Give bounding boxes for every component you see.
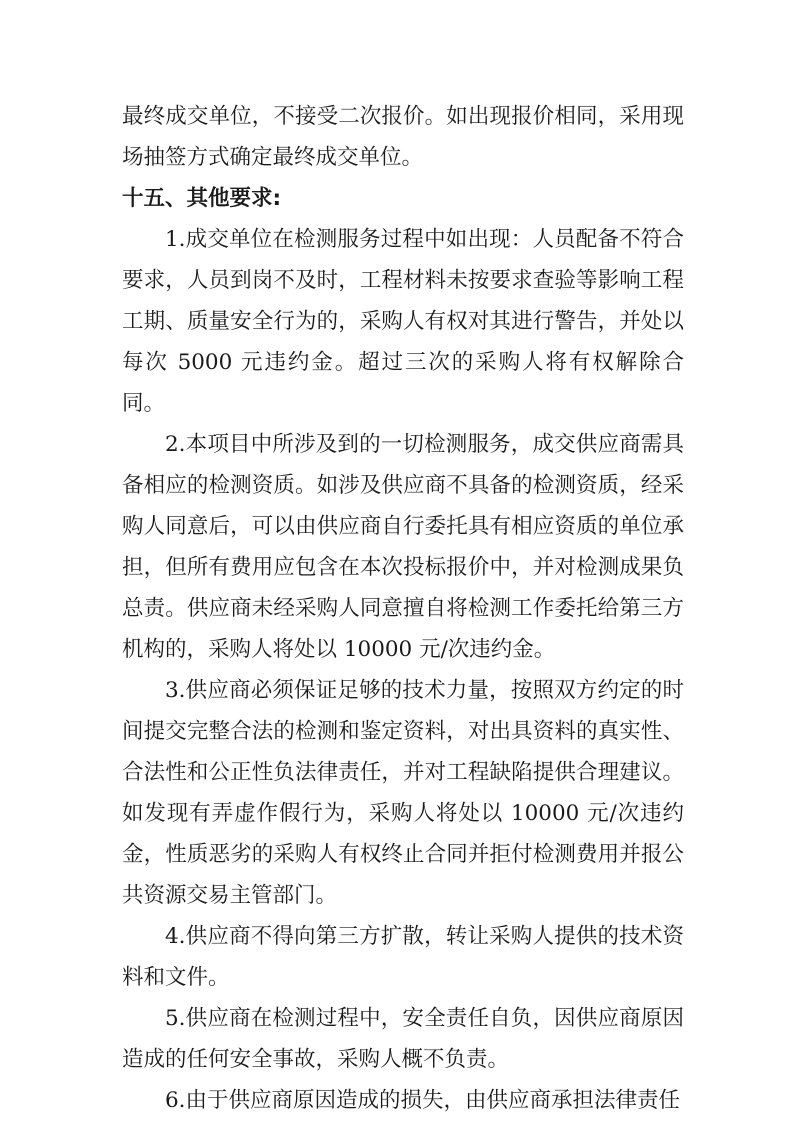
requirement-item-4: 4.供应商不得向第三方扩散，转让采购人提供的技术资料和文件。 xyxy=(122,924,684,990)
document-body xyxy=(122,96,684,1121)
requirement-item-1: 1.成交单位在检测服务过程中如出现：人员配备不符合要求，人员到岗不及时，工程材料未按要求查验等影响工程工期、质量安全行为的，采购人有权对其进行警告，并处以每次 5000 元违约金。超过三次的采购人将有权解除合同。 xyxy=(122,227,684,416)
requirement-item-2: 2.本项目中所涉及到的一切检测服务，成交供应商需具备相应的检测资质。如涉及供应商不具备的检测资质，经采购人同意后，可以由供应商自行委托具有相应资质的单位承担，但所有费用应包含在本次投标报价中，并对检测成果负总责。供应商未经采购人同意擅自将检测工作委托给第三方机构的，采购人将处以 10000 元/次违约金。 xyxy=(122,432,684,662)
requirement-item-5: 5.供应商在检测过程中，安全责任自负，因供应商原因造成的任何安全事故，采购人概不负责。 xyxy=(122,1006,684,1072)
continuation-paragraph: 最终成交单位，不接受二次报价。如出现报价相同，采用现场抽签方式确定最终成交单位。 xyxy=(122,104,684,170)
requirement-item-6: 6.由于供应商原因造成的损失，由供应商承担法律责任 xyxy=(165,1088,681,1113)
section-heading: 十五、其他要求: xyxy=(122,186,282,211)
requirement-item-3: 3.供应商必须保证足够的技术力量，按照双方约定的时间提交完整合法的检测和鉴定资料，对出具资料的真实性、合法性和公正性负法律责任，并对工程缺陷提供合理建议。如发现有弄虚作假行为，采购人将处以 10000 元/次违约金，性质恶劣的采购人有权终止合同并拒付检测费用并报公共资源交易主管部门。 xyxy=(122,678,684,908)
